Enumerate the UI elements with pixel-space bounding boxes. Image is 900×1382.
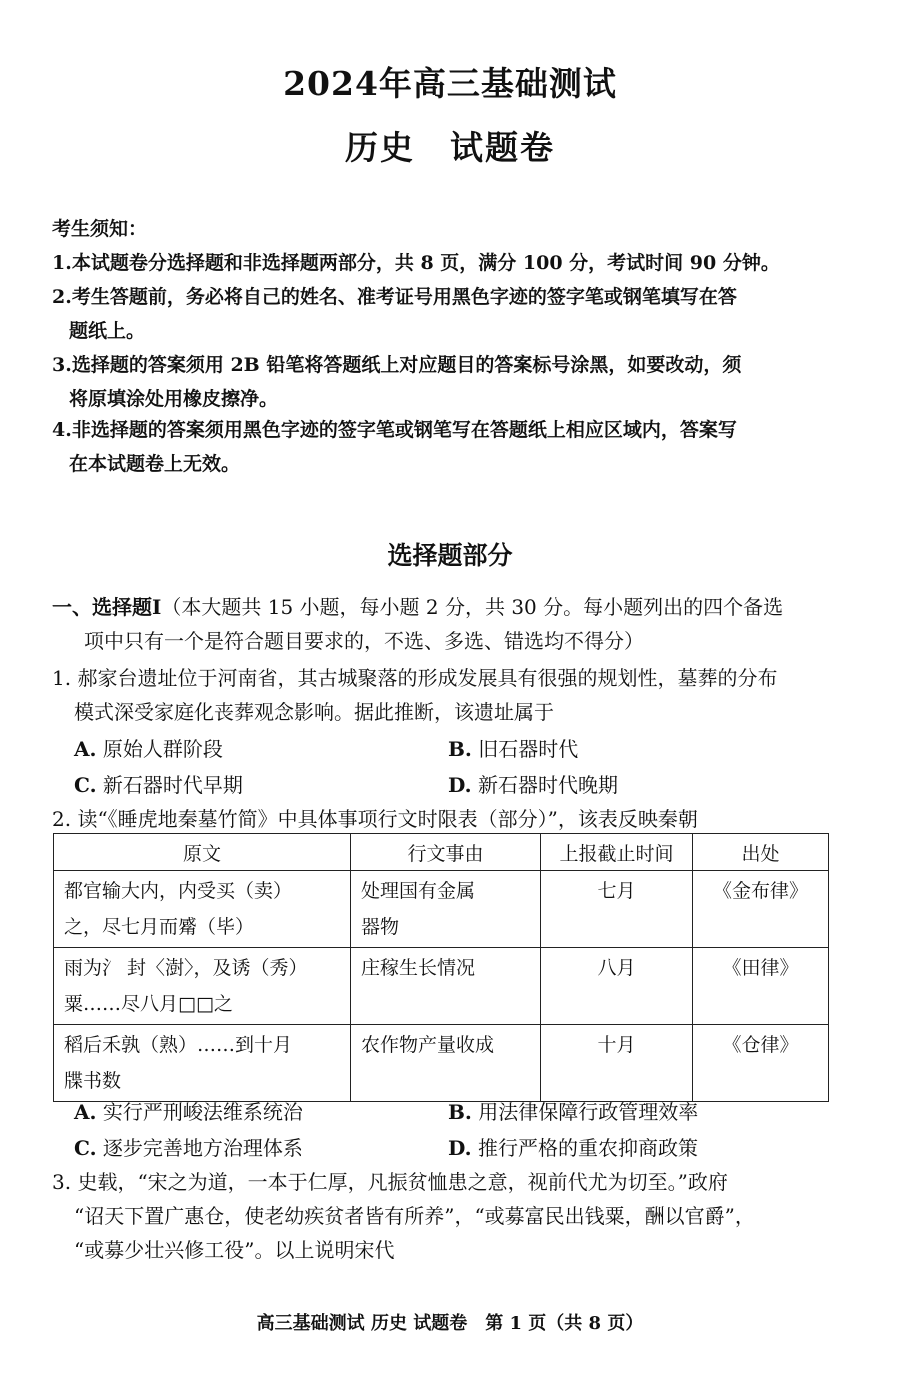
- notice-item-1: [52, 246, 852, 280]
- cell-line: 处理国有金属: [361, 880, 476, 902]
- part-label: 一、选择题Ⅰ: [52, 595, 162, 619]
- cell-line: 粟……尽八月□□之: [64, 993, 233, 1015]
- cell-line: 稻后禾孰（熟）……到十月: [64, 1034, 293, 1056]
- table-header-cell: 上报截止时间: [541, 834, 693, 871]
- part-desc-continuation: 项中只有一个是符合题目要求的，不选、多选、错选均不得分）: [84, 629, 644, 653]
- table-row: [54, 1025, 829, 1102]
- table-cell-original-text: [54, 948, 351, 1025]
- table-header-cell: 出处: [693, 834, 829, 871]
- cell-line: 庄稼生长情况: [361, 957, 476, 979]
- table-cell-reason: [351, 948, 541, 1025]
- table-cell-reason: [351, 871, 541, 948]
- part-instructions: [52, 590, 852, 658]
- notice-item-4: [52, 413, 852, 481]
- notice-item-continuation: 题纸上。: [69, 320, 146, 342]
- table-header-row: [54, 834, 829, 871]
- q1-option-a[interactable]: [74, 733, 223, 762]
- option-text: 推行严格的重农抑商政策: [477, 1136, 698, 1160]
- option-text: 用法律保障行政管理效率: [478, 1100, 699, 1124]
- cell-line: 器物: [361, 916, 400, 938]
- table-cell-original-text: [54, 1025, 351, 1102]
- option-letter: A.: [74, 1100, 97, 1124]
- deadline-table: [53, 833, 829, 1102]
- notice-item-continuation: 在本试题卷上无效。: [69, 453, 241, 475]
- cell-line: 雨为氵 封〈澍〉，及诱（秀）: [64, 957, 308, 979]
- option-text: 逐步完善地方治理体系: [102, 1136, 303, 1160]
- q2-option-b[interactable]: [448, 1096, 698, 1125]
- cell-line: 农作物产量收成: [361, 1034, 495, 1056]
- option-letter: D.: [448, 773, 472, 797]
- question-stem-line: 模式深受家庭化丧葬观念影响。据此推断，该遗址属于: [74, 700, 554, 724]
- table-cell-source: 《金布律》: [693, 871, 829, 948]
- table-header-cell: 原文: [54, 834, 351, 871]
- option-letter: A.: [74, 737, 97, 761]
- q1-option-c[interactable]: [74, 769, 243, 798]
- notice-item-3: [52, 348, 852, 416]
- table-cell-deadline: 七月: [541, 871, 693, 948]
- option-text: 新石器时代早期: [102, 773, 243, 797]
- option-text: 旧石器时代: [478, 737, 579, 761]
- option-text: 原始人群阶段: [102, 737, 223, 761]
- exam-title: 2024年高三基础测试: [283, 64, 617, 103]
- notice-item-text: 3.选择题的答案须用 2B 铅笔将答题纸上对应题目的答案标号涂黑，如要改动，须: [52, 354, 742, 376]
- notice-item-text: 4.非选择题的答案须用黑色字迹的签字笔或钢笔写在答题纸上相应区域内，答案写: [52, 419, 737, 441]
- option-letter: C.: [74, 773, 97, 797]
- notice-item-text: 2.考生答题前，务必将自己的姓名、准考证号用黑色字迹的签字笔或钢笔填写在答: [52, 286, 737, 308]
- option-letter: D.: [448, 1136, 472, 1160]
- question-stem-line: “或募少壮兴修工役”。以上说明宋代: [74, 1238, 395, 1262]
- question-2-stem: [52, 802, 852, 836]
- q1-option-b[interactable]: [448, 733, 578, 762]
- question-3-stem: [52, 1165, 852, 1267]
- exam-subtitle: 历史 试题卷: [345, 128, 555, 167]
- question-stem-line: “诏天下置广惠仓，使老幼疾贫者皆有所养”，“或募富民出钱粟，酬以官爵”，: [74, 1204, 755, 1228]
- notice-item-continuation: 将原填涂处用橡皮擦净。: [69, 388, 279, 410]
- table-cell-reason: [351, 1025, 541, 1102]
- table-cell-original-text: [54, 871, 351, 948]
- option-text: 实行严刑峻法维系统治: [102, 1100, 303, 1124]
- table-row: [54, 948, 829, 1025]
- q2-option-d[interactable]: [448, 1132, 698, 1161]
- table-cell-source: 《仓律》: [693, 1025, 829, 1102]
- table-cell-deadline: 十月: [541, 1025, 693, 1102]
- option-letter: B.: [448, 737, 472, 761]
- table-cell-deadline: 八月: [541, 948, 693, 1025]
- question-stem-line: 1. 郝家台遗址位于河南省，其古城聚落的形成发展具有很强的规划性，墓葬的分布: [52, 666, 778, 690]
- option-text: 新石器时代晚期: [477, 773, 618, 797]
- notice-heading: 考生须知：: [52, 218, 148, 240]
- table-row: [54, 871, 829, 948]
- q2-option-c[interactable]: [74, 1132, 303, 1161]
- section-title: 选择题部分: [387, 541, 513, 570]
- cell-line: 之，尽七月而觱（毕）: [64, 916, 255, 938]
- table-cell-source: 《田律》: [693, 948, 829, 1025]
- cell-line: 牒书数: [64, 1070, 122, 1092]
- notice-item-text: 1.本试题卷分选择题和非选择题两部分，共 8 页，满分 100 分，考试时间 90 分钟。: [52, 252, 780, 274]
- option-letter: C.: [74, 1136, 97, 1160]
- cell-line: 都官输大内，内受买（卖）: [64, 880, 293, 902]
- q1-option-d[interactable]: [448, 769, 618, 798]
- option-letter: B.: [448, 1100, 472, 1124]
- part-desc: （本大题共 15 小题，每小题 2 分，共 30 分。每小题列出的四个备选: [161, 595, 784, 619]
- question-stem-line: 2. 读“《睡虎地秦墓竹简》中具体事项行文时限表（部分）”，该表反映秦朝: [52, 807, 698, 831]
- table-header-cell: 行文事由: [351, 834, 541, 871]
- question-stem-line: 3. 史载，“宋之为道，一本于仁厚，凡振贫恤患之意，视前代尤为切至。”政府: [52, 1170, 728, 1194]
- question-1-stem: [52, 661, 852, 729]
- q2-option-a[interactable]: [74, 1096, 303, 1125]
- page-footer: 高三基础测试 历史 试题卷 第 1 页（共 8 页）: [256, 1313, 644, 1334]
- notice-item-2: [52, 280, 852, 348]
